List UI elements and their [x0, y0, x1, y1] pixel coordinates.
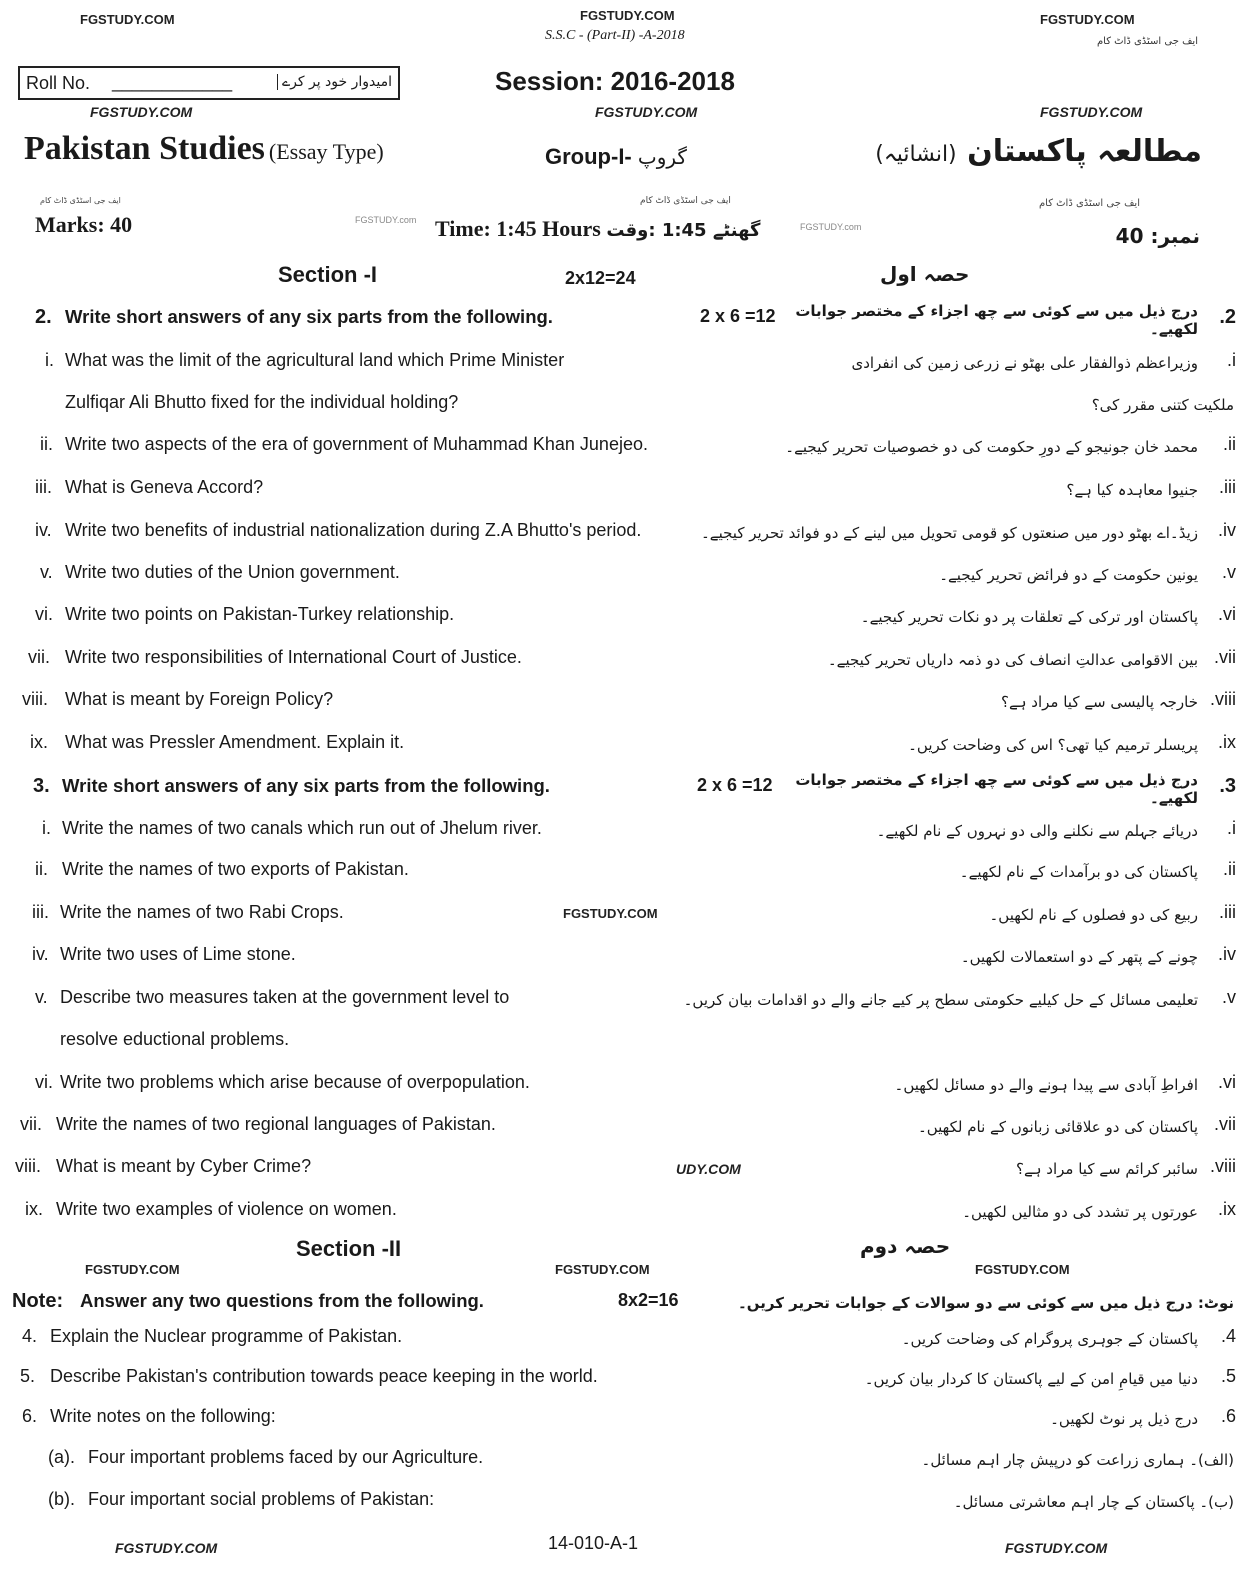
- watermark: FGSTUDY.COM: [80, 12, 175, 27]
- watermark: FGSTUDY.COM: [85, 1262, 180, 1277]
- watermark: UDY.COM: [676, 1161, 741, 1177]
- time-en: Time: 1:45 Hours: [435, 216, 601, 241]
- subject-ur: مطالعہ پاکستان: [967, 134, 1202, 169]
- question-text-ur: پاکستان کی دو علاقائی زبانوں کے نام لکھیں۔: [917, 1118, 1198, 1136]
- question-number: i.: [42, 818, 51, 838]
- question-row: [0, 477, 1250, 505]
- question-row: [0, 520, 1250, 548]
- question-row: [0, 732, 1250, 760]
- watermark: FGSTUDY.COM: [90, 104, 193, 120]
- question-row: [0, 1029, 1250, 1057]
- question-number-ur: .viii: [1210, 1156, 1236, 1176]
- question-number: v.: [40, 562, 53, 582]
- section-1-title: Section -I: [278, 262, 378, 287]
- question-number: (a).: [48, 1447, 75, 1467]
- paper-serial: 14-010-A-1: [548, 1533, 639, 1553]
- question-text-en: Write two responsibilities of International Court of Justice.: [65, 647, 522, 667]
- question-row: [0, 689, 1250, 717]
- group-en: Group-I-: [545, 144, 632, 169]
- time-ur: گھنٹے 1:45 :وقت: [606, 220, 761, 241]
- question-number-ur: .iii: [1219, 477, 1236, 497]
- question-row: [0, 1072, 1250, 1100]
- watermark: FGSTUDY.COM: [1040, 12, 1135, 27]
- roll-number-box[interactable]: [18, 66, 400, 100]
- section-1-marks: 2x12=24: [565, 268, 636, 288]
- question-text-ur: یونین حکومت کے دو فرائض تحریر کیجیے۔: [939, 566, 1198, 584]
- urdu-watermark: ایف جی اسٹڈی ڈاٹ کام: [1038, 198, 1140, 209]
- question-row: [0, 1489, 1250, 1517]
- question-row: [0, 859, 1250, 887]
- question-number: 2.: [35, 306, 52, 328]
- question-number: 4.: [22, 1326, 38, 1346]
- question-number: ix.: [25, 1199, 43, 1219]
- question-number-ur: .5: [1220, 1366, 1236, 1386]
- question-row: [0, 1406, 1250, 1434]
- question-number-ur: .ii: [1223, 859, 1236, 879]
- group-label: [545, 144, 687, 170]
- question-number-ur: .v: [1221, 562, 1236, 582]
- question-number: iv.: [32, 944, 49, 964]
- question-number: ii.: [40, 434, 53, 454]
- question-text-en: Write notes on the following:: [50, 1406, 276, 1426]
- question-row: [0, 1199, 1250, 1227]
- question-text-en: resolve eductional problems.: [60, 1029, 290, 1049]
- watermark: FGSTUDY.COM: [555, 1262, 650, 1277]
- question-number-ur: .i: [1227, 818, 1236, 838]
- paper-code: S.S.C - (Part-II) -A-2018: [545, 28, 685, 43]
- question-row: [0, 1156, 1250, 1184]
- marks: Marks: 40: [35, 212, 133, 237]
- question-number: vii.: [20, 1114, 42, 1134]
- question-text-en: Write the names of two regional languages of Pakistan.: [56, 1114, 496, 1134]
- question-text-en: Zulfiqar Ali Bhutto fixed for the individual holding?: [65, 392, 459, 412]
- question-number: v.: [35, 987, 48, 1007]
- session: Session: 2016-2018: [495, 66, 735, 96]
- question-number: vi.: [35, 604, 53, 624]
- question-text-ur: افراطِ آبادی سے پیدا ہونے والے دو مسائل لکھیں۔: [894, 1076, 1198, 1094]
- question-row: [0, 902, 1250, 930]
- question-text-ur: (ب)۔ پاکستان کے چار اہم معاشرتی مسائل۔: [953, 1493, 1234, 1511]
- question-number-ur: .v: [1221, 987, 1236, 1007]
- question-row: [0, 647, 1250, 675]
- marks-urdu: نمبر: 40: [1115, 224, 1200, 248]
- question-text-en: What is meant by Foreign Policy?: [65, 689, 334, 709]
- question-text-en: Write short answers of any six parts from the following.: [65, 306, 553, 327]
- question-text-ur: درج ذیل میں سے کوئی سے چھ اجزاء کے مختصر جوابات لکھیے۔: [795, 302, 1198, 338]
- question-number: ii.: [35, 859, 48, 879]
- question-text-ur: تعلیمی مسائل کے حل کیلیے حکومتی سطح پر کیے جانے والے دو اقدامات بیان کریں۔: [683, 991, 1198, 1009]
- question-text-ur: درج ذیل پر نوٹ لکھیں۔: [1050, 1410, 1198, 1428]
- watermark: FGSTUDY.COM: [1040, 104, 1143, 120]
- question-number: 3.: [33, 775, 50, 797]
- question-text-en: Write two duties of the Union government.: [65, 562, 400, 582]
- question-row: [0, 1114, 1250, 1142]
- question-text-en: Write the names of two Rabi Crops.: [60, 902, 344, 922]
- question-row: [0, 818, 1250, 846]
- question-number-ur: .6: [1220, 1406, 1236, 1426]
- question-marks: 8x2=16: [618, 1290, 679, 1310]
- question-text-ur: ربیع کی دو فصلوں کے نام لکھیں۔: [989, 906, 1198, 924]
- watermark: FGSTUDY.com: [355, 215, 417, 225]
- question-text-en: Four important problems faced by our Agriculture.: [88, 1447, 484, 1467]
- question-text-en: Write two examples of violence on women.: [56, 1199, 397, 1219]
- question-text-en: Write short answers of any six parts from the following.: [62, 775, 550, 796]
- question-text-ur: نوٹ: درج ذیل میں سے کوئی سے دو سوالات کے جوابات تحریر کریں۔: [737, 1294, 1234, 1312]
- question-text-en: What was the limit of the agricultural land which Prime Minister: [65, 350, 565, 370]
- question-text-en: Explain the Nuclear programme of Pakistan.: [50, 1326, 403, 1346]
- question-number: (b).: [48, 1489, 75, 1509]
- question-text-en: Write two uses of Lime stone.: [60, 944, 296, 964]
- question-text-en: Write two points on Pakistan-Turkey relationship.: [65, 604, 455, 624]
- roll-urdu-label: امیدوار خود پر کرے: [277, 74, 392, 90]
- footer-watermark: FGSTUDY.COM: [115, 1540, 218, 1556]
- subject-type: (Essay Type): [268, 139, 384, 164]
- question-number: 6.: [22, 1406, 38, 1426]
- question-number: vii.: [28, 647, 50, 667]
- question-number-ur: .vi: [1218, 1072, 1236, 1092]
- question-text-en: What is Geneva Accord?: [65, 477, 264, 497]
- question-number: viii.: [15, 1156, 41, 1176]
- footer-watermark: FGSTUDY.COM: [1005, 1540, 1108, 1556]
- question-number: 5.: [20, 1366, 36, 1386]
- question-number-ur: .viii: [1210, 689, 1236, 709]
- urdu-watermark: ایف جی اسٹڈی ڈاٹ کام: [1096, 36, 1198, 47]
- question-row: [0, 350, 1250, 378]
- question-number: ix.: [30, 732, 48, 752]
- question-row: [0, 562, 1250, 590]
- question-row: [0, 604, 1250, 632]
- question-number-ur: .ix: [1218, 1199, 1236, 1219]
- subject-name: Pakistan Studies: [24, 130, 265, 167]
- watermark: FGSTUDY.COM: [580, 8, 675, 23]
- question-text-ur: زیڈ۔اے بھٹو دور میں صنعتوں کو قومی تحویل میں لینے کے دو فوائد تحریر کیجیے۔: [701, 524, 1198, 542]
- question-row: [0, 302, 1250, 338]
- question-number-ur: .2: [1219, 306, 1236, 328]
- roll-label: Roll No.: [26, 73, 91, 93]
- question-text-en: Answer any two questions from the following.: [80, 1290, 484, 1311]
- roll-blank[interactable]: ____________: [112, 72, 233, 92]
- subject-ur-type: (انشائیہ): [875, 142, 957, 167]
- question-text-en: Write two benefits of industrial nationalization during Z.A Bhutto's period.: [65, 520, 642, 540]
- question-number: iii.: [35, 477, 52, 497]
- question-text-en: Write two problems which arise because of overpopulation.: [60, 1072, 530, 1092]
- question-number: iii.: [32, 902, 49, 922]
- question-number-ur: .3: [1219, 775, 1236, 797]
- urdu-watermark: ایف جی اسٹڈی ڈاٹ کام: [640, 196, 731, 206]
- question-text-ur: محمد خان جونیجو کے دورِ حکومت کی دو خصوصیات تحریر کیجیے۔: [785, 438, 1198, 456]
- section-2-urdu: حصہ دوم: [860, 1234, 951, 1258]
- section-2-title: Section -II: [296, 1236, 402, 1261]
- question-row: [0, 392, 1250, 420]
- question-number: iv.: [35, 520, 52, 540]
- question-text-ur: (الف)۔ ہماری زراعت کو درپیش چار اہم مسائل۔: [921, 1451, 1234, 1469]
- question-number: i.: [45, 350, 54, 370]
- question-row: [0, 987, 1250, 1015]
- question-text-ur: دریائے جہلم سے نکلنے والی دو نہروں کے نام لکھیے۔: [876, 822, 1198, 840]
- question-text-en: Describe two measures taken at the government level to: [60, 987, 510, 1007]
- question-text-ur: عورتوں پر تشدد کی دو مثالیں لکھیں۔: [962, 1203, 1198, 1221]
- question-number-ur: .ii: [1223, 434, 1236, 454]
- subject-title-urdu: [875, 134, 1202, 169]
- question-number-ur: .vii: [1214, 647, 1236, 667]
- question-text-ur: خارجہ پالیسی سے کیا مراد ہے؟: [1000, 693, 1198, 711]
- question-number-ur: .4: [1220, 1326, 1236, 1346]
- watermark: FGSTUDY.COM: [563, 906, 658, 921]
- question-number: vi.: [35, 1072, 53, 1092]
- time: [435, 216, 760, 242]
- section-1-urdu: حصہ اول: [880, 262, 970, 286]
- question-text-ur: بین الاقوامی عدالتِ انصاف کی دو ذمہ داریاں تحریر کیجیے۔: [827, 651, 1198, 669]
- question-number: Note:: [12, 1290, 64, 1312]
- question-row: [0, 434, 1250, 462]
- question-text-en: Describe Pakistan's contribution towards peace keeping in the world.: [50, 1366, 598, 1386]
- question-text-en: Four important social problems of Pakistan:: [88, 1489, 435, 1509]
- question-text-en: What was Pressler Amendment. Explain it.: [65, 732, 405, 752]
- subject-title: [24, 130, 384, 168]
- question-row: [0, 1326, 1250, 1354]
- question-text-ur: جنیوا معاہدہ کیا ہے؟: [1066, 481, 1198, 499]
- question-text-ur: وزیراعظم ذوالفقار علی بھٹو نے زرعی زمین کی انفرادی: [851, 354, 1198, 372]
- watermark: FGSTUDY.COM: [595, 104, 698, 120]
- question-text-ur: چونے کے پتھر کے دو استعمالات لکھیں۔: [960, 948, 1198, 966]
- question-marks: 2 x 6 =12: [697, 775, 773, 795]
- question-text-ur: پاکستان اور ترکی کے تعلقات پر دو نکات تحریر کیجیے۔: [860, 608, 1198, 626]
- question-row: [0, 1447, 1250, 1475]
- question-row: [0, 771, 1250, 807]
- question-marks: 2 x 6 =12: [700, 306, 776, 326]
- question-text-ur: پاکستان کی دو برآمدات کے نام لکھیے۔: [959, 863, 1198, 881]
- question-text-ur: ملکیت کتنی مقرر کی؟: [1091, 396, 1234, 414]
- urdu-watermark: ایف جی اسٹڈی ڈاٹ کام: [40, 196, 121, 205]
- question-number-ur: .iv: [1218, 520, 1236, 540]
- question-number-ur: .ix: [1218, 732, 1236, 752]
- watermark: FGSTUDY.com: [800, 222, 862, 232]
- question-text-ur: پریسلر ترمیم کیا تھی؟ اس کی وضاحت کریں۔: [908, 736, 1198, 754]
- question-number-ur: .vii: [1214, 1114, 1236, 1134]
- question-text-ur: درج ذیل میں سے کوئی سے چھ اجزاء کے مختصر جوابات لکھیے۔: [795, 771, 1198, 807]
- question-number-ur: .iii: [1219, 902, 1236, 922]
- watermark: FGSTUDY.COM: [975, 1262, 1070, 1277]
- question-text-en: Write the names of two exports of Pakistan.: [62, 859, 409, 879]
- question-text-ur: پاکستان کے جوہری پروگرام کی وضاحت کریں۔: [901, 1330, 1198, 1348]
- question-row: [0, 944, 1250, 972]
- question-text-ur: دنیا میں قیامِ امن کے لیے پاکستان کا کردار بیان کریں۔: [864, 1370, 1198, 1388]
- question-text-ur: سائبر کرائم سے کیا مراد ہے؟: [1016, 1160, 1198, 1178]
- question-text-en: Write the names of two canals which run out of Jhelum river.: [62, 818, 542, 838]
- question-number-ur: .iv: [1218, 944, 1236, 964]
- question-row: [0, 1290, 1250, 1318]
- question-number-ur: .vi: [1218, 604, 1236, 624]
- question-number: viii.: [22, 689, 48, 709]
- question-text-en: Write two aspects of the era of government of Muhammad Khan Junejeo.: [65, 434, 648, 454]
- question-number-ur: .i: [1227, 350, 1236, 370]
- question-row: [0, 1366, 1250, 1394]
- question-text-en: What is meant by Cyber Crime?: [56, 1156, 312, 1176]
- group-ur: گروپ: [637, 145, 687, 169]
